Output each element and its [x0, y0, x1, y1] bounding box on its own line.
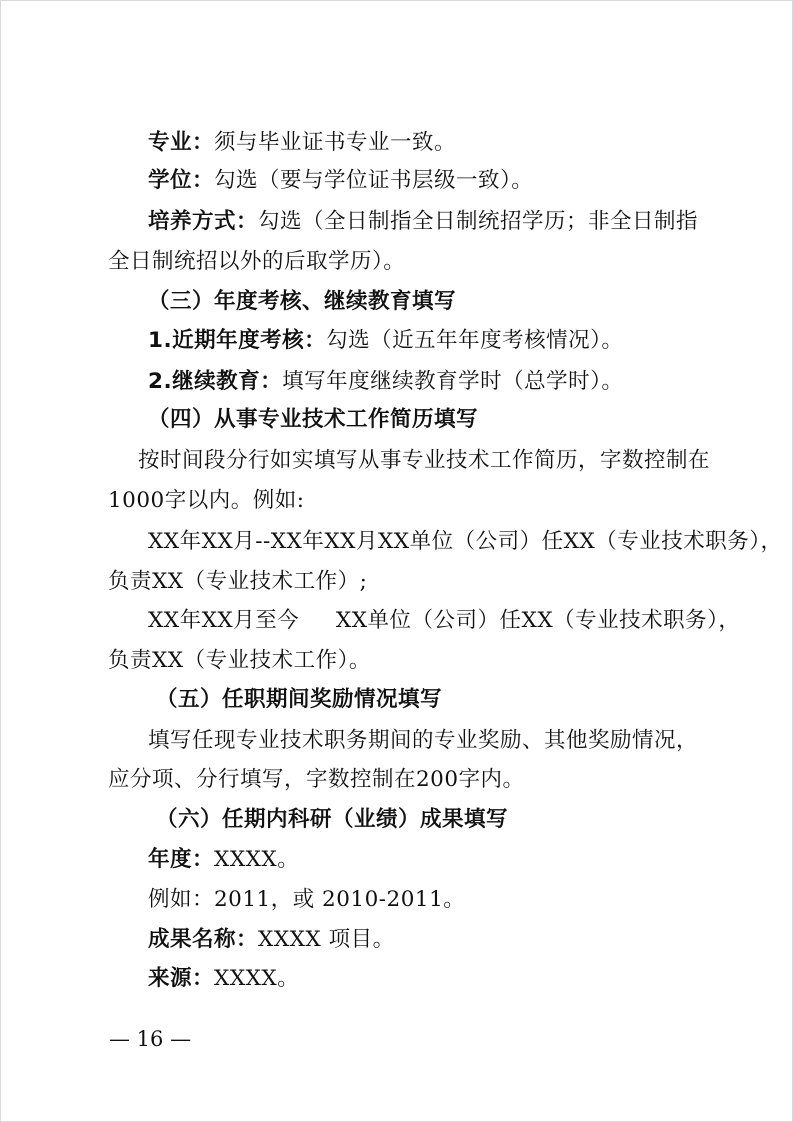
field-text: 勾选（近五年年度考核情况）。 — [326, 328, 624, 353]
field-label: 专业： — [148, 130, 215, 155]
paragraph-text: 应分项、分行填写，字数控制在200字内。 — [108, 767, 525, 792]
field-text: XXXX。 — [214, 966, 300, 991]
paragraph-line — [148, 727, 698, 755]
section-heading-6 — [156, 806, 508, 834]
field-text: 须与毕业证书专业一致。 — [214, 130, 457, 155]
paragraph-line — [108, 248, 405, 276]
field-label: 2.继续教育： — [148, 369, 283, 394]
field-label: 培养方式： — [148, 209, 259, 234]
section-heading-5 — [156, 686, 442, 714]
section-heading-4 — [148, 406, 478, 434]
example-text: 例如：2011，或 2010-2011。 — [148, 887, 466, 912]
field-text: 填写年度继续教育学时（总学时）。 — [282, 369, 624, 394]
field-training-mode — [148, 208, 698, 236]
paragraph-text: 填写任现专业技术职务期间的专业奖励、其他奖励情况， — [148, 728, 699, 753]
example-line — [108, 647, 371, 675]
field-achievement-name — [148, 926, 395, 954]
paragraph-text: 1000字以内。例如: — [108, 488, 305, 513]
field-label: 1.近期年度考核： — [148, 328, 327, 353]
example-line — [148, 886, 465, 914]
paragraph-text: 按时间段分行如实填写从事专业技术工作简历，字数控制在 — [138, 448, 711, 473]
field-label: 成果名称： — [148, 927, 259, 952]
field-text: XXXX。 — [214, 847, 300, 872]
field-year — [148, 846, 299, 874]
section-heading-3 — [148, 288, 456, 316]
page-number: — 16 — — [109, 1027, 192, 1051]
field-continuing-education — [148, 368, 623, 396]
field-label: 来源： — [148, 966, 215, 991]
field-text: 勾选（要与学位证书层级一致）。 — [214, 168, 534, 193]
paragraph-line — [108, 766, 525, 794]
example-text: 负责XX（专业技术工作）。 — [108, 648, 371, 673]
section-heading-text: （三）年度考核、继续教育填写 — [148, 289, 457, 314]
field-degree — [148, 167, 533, 195]
field-label: 年度： — [148, 847, 215, 872]
paragraph-line — [138, 447, 710, 475]
paragraph-text: 全日制统招以外的后取学历）。 — [108, 249, 406, 274]
example-text: XX年XX月--XX年XX月XX单位（公司）任XX（专业技术职务）， — [148, 529, 783, 554]
field-major — [148, 129, 456, 157]
example-line — [148, 528, 782, 556]
paragraph-line — [108, 487, 304, 515]
section-heading-text: （六）任期内科研（业绩）成果填写 — [156, 807, 509, 832]
field-annual-assessment — [148, 327, 623, 355]
section-heading-text: （五）任职期间奖励情况填写 — [156, 687, 443, 712]
field-label: 学位： — [148, 168, 215, 193]
field-text: 勾选（全日制指全日制统招学历；非全日制指 — [258, 209, 699, 234]
field-text: XXXX 项目。 — [258, 927, 395, 952]
example-line — [148, 607, 740, 635]
field-source — [148, 965, 299, 993]
section-heading-text: （四）从事专业技术工作简历填写 — [148, 407, 479, 432]
example-line — [108, 568, 367, 596]
example-text: XX年XX月至今 XX单位（公司）任XX（专业技术职务）， — [148, 608, 741, 633]
example-text: 负责XX（专业技术工作）; — [108, 569, 368, 594]
